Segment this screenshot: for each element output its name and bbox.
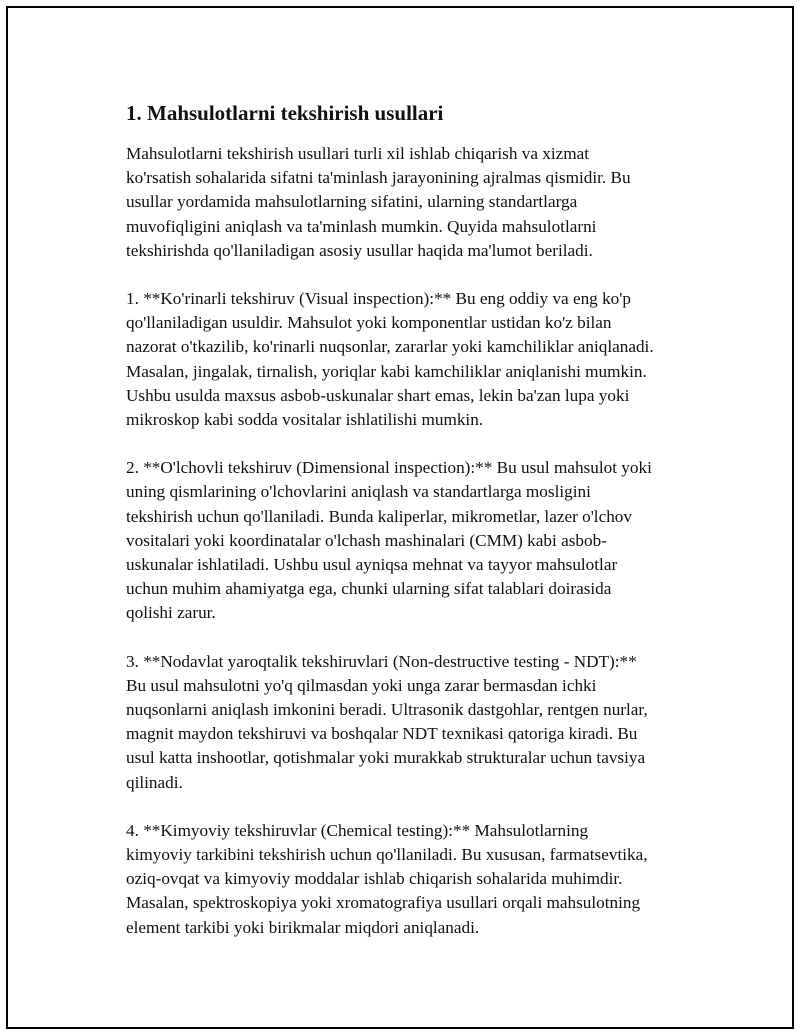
dimensional-inspection-paragraph: 2. **O'lchovli tekshiruv (Dimensional inspection):** Bu usul mahsulot yoki uning qismlarining o'lchovlarini aniqlash va standartlarga mosligini tekshirish uchun qo'llaniladi. Bunda kaliperlar, mikrometlar, lazer o'lchov vositalari yoki koordinatalar o'lchash mashinalari (CMM) kabi asbob- uskunalar ishlatiladi. Ushbu usul ayniqsa mehnat va tayyor mahsulotlar uchun muhim ahamiyatga ega, chunki ularning sifat talablari doirasida qolishi zarur. xyxy=(126,458,652,623)
chemical-testing-paragraph: 4. **Kimyoviy tekshiruvlar (Chemical testing):** Mahsulotlarning kimyoviy tarkibini tekshirish uchun qo'llaniladi. Bu xususan, farmatsevtika, oziq-ovqat va kimyoviy moddalar ishlab chiqarish sohalarida muhimdir. Masalan, spektroskopiya yoki xromatografiya usullari orqali mahsulotning element tarkibi yoki birikmalar miqdori aniqlanadi. xyxy=(126,820,648,937)
visual-inspection-paragraph: 1. **Ko'rinarli tekshiruv (Visual inspection):** Bu eng oddiy va eng ko'p qo'llaniladigan usuldir. Mahsulot yoki komponentlar ustidan ko'z bilan nazorat o'tkazilib, ko'rinarli nuqsonlar, zararlar yoki kamchiliklar aniqlanadi. Masalan, jingalak, tirnalish, yoriqlar kabi kamchiliklar aniqlanishi mumkin. Ushbu usulda maxsus asbob-uskunalar shart emas, lekin ba'zan lupa yoki mikroskop kabi sodda vositalar ishlatilishi mumkin. xyxy=(126,289,654,430)
page-frame xyxy=(6,6,794,1029)
document-title: 1. Mahsulotlarni tekshirish usullari xyxy=(126,101,444,125)
ndt-paragraph: 3. **Nodavlat yaroqtalik tekshiruvlari (Non-destructive testing - NDT):** Bu usul mahsulotni yo'q qilmasdan yoki unga zarar bermasdan ichki nuqsonlarni aniqlash imkonini beradi. Ultrasonik dastgohlar, rentgen nurlar, magnit maydon tekshiruvi va boshqalar NDT texnikasi qatoriga kiradi. Bu usul katta inshootlar, qotishmalar yoki murakkab strukturalar uchun tavsiya qilinadi. xyxy=(126,651,648,792)
intro-paragraph: Mahsulotlarni tekshirish usullari turli xil ishlab chiqarish va xizmat ko'rsatish sohalarida sifatni ta'minlash jarayonining ajralmas qismidir. Bu usullar yordamida mahsulotlarning sifatini, ularning standartlarga muvofiqligini aniqlash va ta'minlash mumkin. Quyida mahsulotlarni tekshirishda qo'llaniladigan asosiy usullar haqida ma'lumot beriladi. xyxy=(126,144,631,260)
document-body xyxy=(120,98,720,964)
